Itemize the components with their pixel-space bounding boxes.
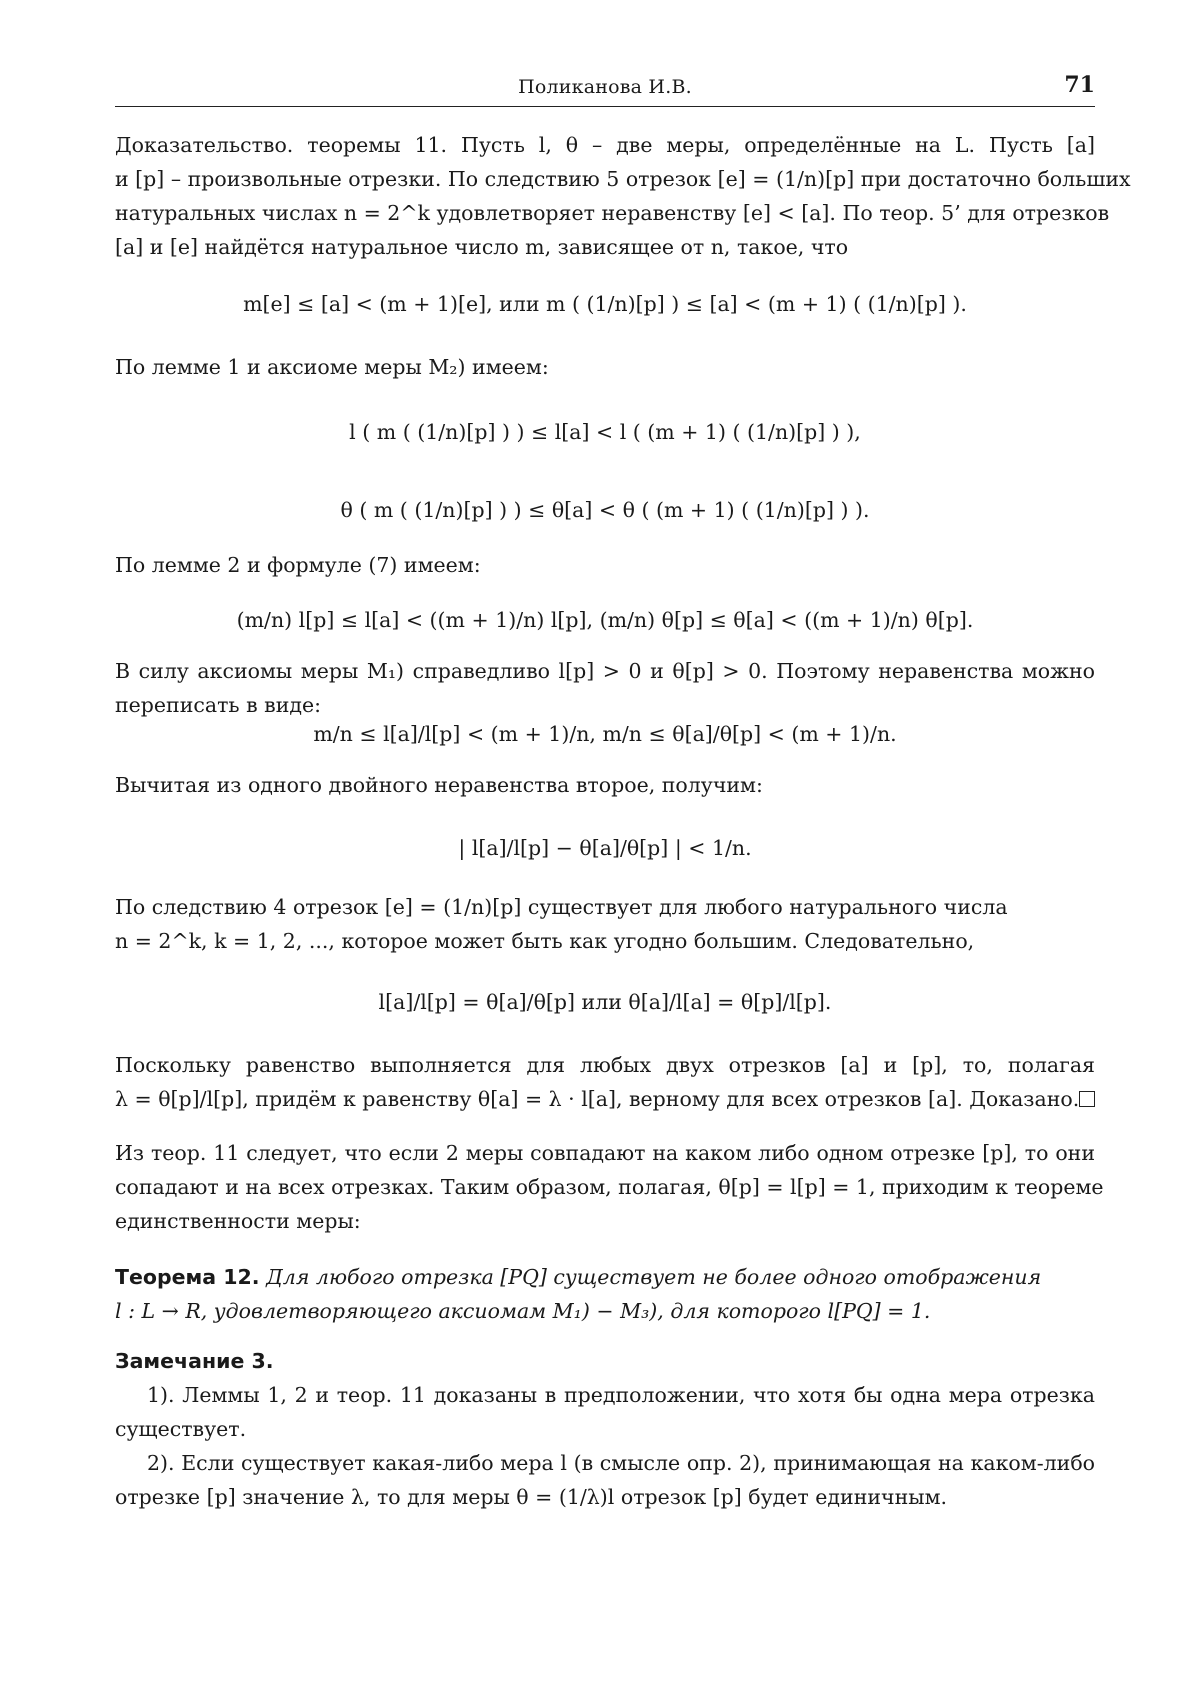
conclusion-line-2-text: λ = θ[p]/l[p], придём к равенству θ[a] = λ · l[a], верному для всех отрезков [a]. Доказано. [115,1087,1080,1111]
conclusion-paragraph [115,1048,1095,1116]
running-header [115,70,1095,107]
axiom-line-1: В силу аксиомы меры M₁) справедливо l[p] > 0 и θ[p] > 0. Поэтому неравенства можно [115,659,1095,683]
equation-5: | l[a]/l[p] − θ[a]/θ[p] | < 1/n. [458,836,752,860]
remark-label: Замечание 3. [115,1349,274,1373]
remark-item-2: 2). Если существует какая-либо мера l (в смысле опр. 2), принимающая на каком-либо [147,1451,1095,1475]
remark-3 [115,1344,1095,1514]
theorem-label: Теорема 12. [115,1265,260,1289]
page-number: 71 [1064,72,1095,98]
uniq-line-2: сопадают и на всех отрезках. Таким образом, полагая, θ[p] = l[p] = 1, приходим к теореме [115,1175,1104,1199]
theorem-text-1: Для любого отрезка [PQ] существует не более одного отображения [266,1265,1042,1289]
corollary-paragraph [115,890,1095,958]
equation-2b: θ ( m ( (1/n)[p] ) ) ≤ θ[a] < θ ( (m + 1) ( (1/n)[p] ) ). [340,498,870,522]
uniq-line-3: единственности меры: [115,1209,361,1233]
equation-3: (m/n) l[p] ≤ l[a] < ((m + 1)/n) l[p], (m/n) θ[p] ≤ θ[a] < ((m + 1)/n) θ[p]. [236,608,974,632]
subtract-text: Вычитая из одного двойного неравенства второе, получим: [115,773,763,797]
corollary-line-1: По следствию 4 отрезок [e] = (1/n)[p] существует для любого натурального числа [115,895,1008,919]
uniq-line-1: Из теор. 11 следует, что если 2 меры совпадают на каком либо одном отрезке [p], то они [115,1141,1095,1165]
qed-symbol [1079,1091,1095,1107]
axiom-paragraph [115,654,1095,722]
remark-item-1-cont: существует. [115,1417,247,1441]
lemma2-text: По лемме 2 и формуле (7) имеем: [115,553,481,577]
proof-line-3: натуральных числах n = 2^k удовлетворяет неравенству [e] < [a]. По теор. 5’ для отрезков [115,201,1110,225]
axiom-line-2: переписать в виде: [115,693,322,717]
theorem-text-2: l : L → R, удовлетворяющего аксиомам M₁) − M₃), для которого l[PQ] = 1. [115,1299,931,1323]
equation-6: l[a]/l[p] = θ[a]/θ[p] или θ[a]/l[a] = θ[p]/l[p]. [378,990,832,1014]
proof-line-1: Доказательство. теоремы 11. Пусть l, θ – две меры, определённые на L. Пусть [a] [115,133,1095,157]
remark-item-2-cont: отрезке [p] значение λ, то для меры θ = (1/λ)l отрезок [p] будет единичным. [115,1485,948,1509]
page [115,70,1131,1509]
corollary-line-2: n = 2^k, k = 1, 2, ..., которое может быть как угодно большим. Следовательно, [115,929,975,953]
equation-2a: l ( m ( (1/n)[p] ) ) ≤ l[a] < l ( (m + 1) ( (1/n)[p] ) ), [349,420,861,444]
equation-4: m/n ≤ l[a]/l[p] < (m + 1)/n, m/n ≤ θ[a]/θ[p] < (m + 1)/n. [313,722,897,746]
lemma1-text: По лемме 1 и аксиоме меры M₂) имеем: [115,355,549,379]
remark-item-1: 1). Леммы 1, 2 и теор. 11 доказаны в предположении, что хотя бы одна мера отрезка [147,1383,1095,1407]
equation-1: m[e] ≤ [a] < (m + 1)[e], или m ( (1/n)[p] ) ≤ [a] < (m + 1) ( (1/n)[p] ). [243,292,967,316]
theorem-12 [115,1260,1095,1328]
proof-paragraph [115,128,1131,264]
conclusion-line-1: Поскольку равенство выполняется для любых двух отрезков [a] и [p], то, полагая [115,1053,1095,1077]
uniqueness-paragraph [115,1136,1104,1238]
proof-line-4: [a] и [e] найдётся натуральное число m, зависящее от n, такое, что [115,235,849,259]
header-author: Поликанова И.В. [518,76,692,98]
conclusion-line-2 [115,1082,1095,1116]
proof-line-2: и [p] – произвольные отрезки. По следствию 5 отрезок [e] = (1/n)[p] при достаточно больших [115,167,1131,191]
theorem-line-1 [115,1260,1095,1294]
